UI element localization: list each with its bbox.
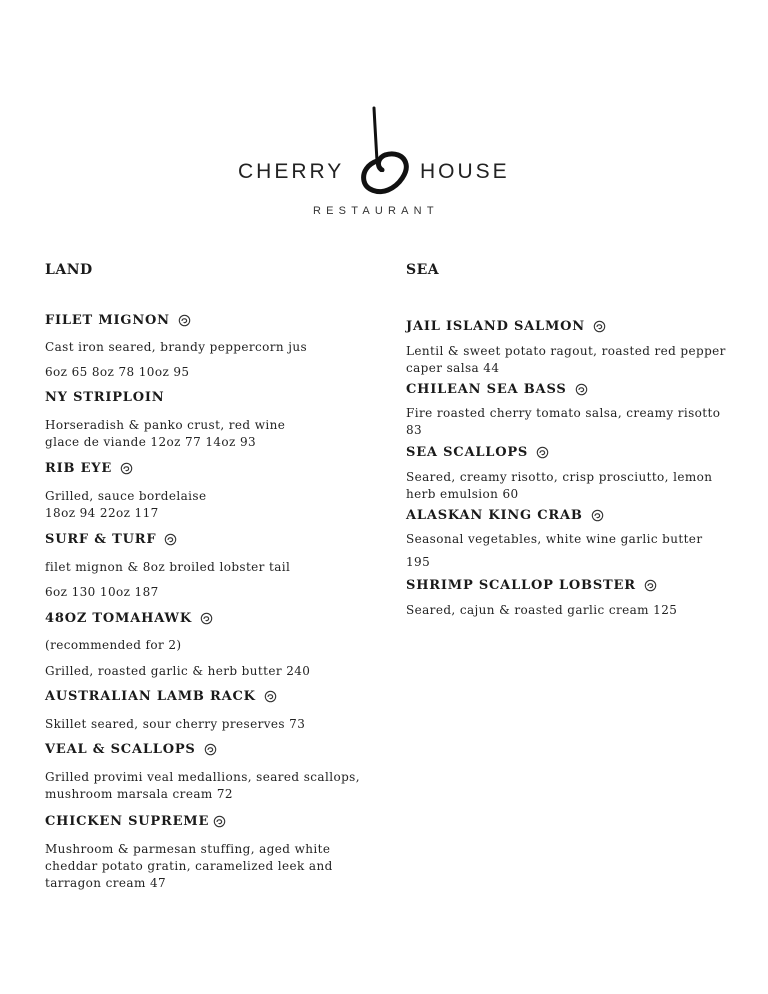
item-description: Horseradish & panko crust, red wine glace de viande 12oz 77 14oz 93 [45,418,286,449]
chef-swirl-icon [264,690,277,703]
item-name: CHICKEN SUPREME [45,814,210,829]
chef-swirl-icon [120,462,133,475]
item-name: SHRIMP SCALLOP LOBSTER [406,578,636,593]
land-section-title: LAND [45,262,93,278]
item-description: Fire roasted cherry tomato salsa, creamy risotto 83 [406,406,721,437]
item-name: AUSTRALIAN LAMB RACK [45,689,256,704]
chef-swirl-icon [536,446,549,459]
brand-name-left: CHERRY [238,160,345,183]
item-price: 195 [406,555,431,569]
item-prices: 6oz 65 8oz 78 10oz 95 [45,365,190,379]
chef-swirl-icon [591,509,604,522]
item-description: Grilled provimi veal medallions, seared scallops, mushroom marsala cream 72 [45,770,360,801]
menu-item-alaskan-king-crab [406,508,604,523]
restaurant-logo [0,100,768,230]
item-description: filet mignon & 8oz broiled lobster tail [45,560,291,574]
chef-swirl-icon [644,579,657,592]
item-note: (recommended for 2) [45,638,182,652]
menu-item-ny-striploin [45,390,164,405]
sea-section-title: SEA [406,262,440,278]
menu-item-rib-eye [45,461,133,476]
item-description: Grilled, roasted garlic & herb butter 240 [45,664,311,678]
item-description: Lentil & sweet potato ragout, roasted red pepper caper salsa 44 [406,344,726,375]
menu-item-veal-and-scallops [45,742,217,757]
item-description: Mushroom & parmesan stuffing, aged white cheddar potato gratin, caramelized leek and tarragon cream 47 [45,842,333,890]
brand-name-right: HOUSE [420,160,510,183]
brand-subtitle: RESTAURANT [313,205,439,217]
item-name: SURF & TURF [45,532,157,547]
chef-swirl-icon [178,314,191,327]
item-name: JAIL ISLAND SALMON [406,319,585,334]
chef-swirl-icon [200,612,213,625]
item-name: RIB EYE [45,461,113,476]
item-name: SEA SCALLOPS [406,445,529,460]
menu-item-tomahawk [45,611,213,626]
item-description: Seasonal vegetables, white wine garlic butter [406,532,703,546]
menu-item-australian-lamb-rack [45,689,277,704]
item-description: Seared, cajun & roasted garlic cream 125 [406,603,678,617]
menu-item-chicken-supreme [45,814,226,829]
item-name: 48OZ TOMAHAWK [45,611,192,626]
chef-swirl-icon [213,815,226,828]
item-name: NY STRIPLOIN [45,390,165,405]
cherry-logo-icon [358,106,418,196]
chef-swirl-icon [204,743,217,756]
chef-swirl-icon [164,533,177,546]
item-description: Grilled, sauce bordelaise 18oz 94 22oz 117 [45,489,207,520]
item-description: Skillet seared, sour cherry preserves 73 [45,717,306,731]
menu-item-jail-island-salmon [406,319,606,334]
menu-item-filet-mignon [45,313,191,328]
chef-swirl-icon [575,383,588,396]
item-prices: 6oz 130 10oz 187 [45,585,159,599]
item-name: VEAL & SCALLOPS [45,742,196,757]
menu-item-chilean-sea-bass [406,382,588,397]
menu-item-surf-and-turf [45,532,177,547]
item-description: Seared, creamy risotto, crisp prosciutto, lemon herb emulsion 60 [406,470,713,501]
item-name: CHILEAN SEA BASS [406,382,567,397]
item-description: Cast iron seared, brandy peppercorn jus [45,340,308,354]
menu-item-sea-scallops [406,445,549,460]
item-name: FILET MIGNON [45,313,170,328]
menu-item-shrimp-scallop-lobster [406,578,657,593]
item-name: ALASKAN KING CRAB [406,508,583,523]
chef-swirl-icon [593,320,606,333]
